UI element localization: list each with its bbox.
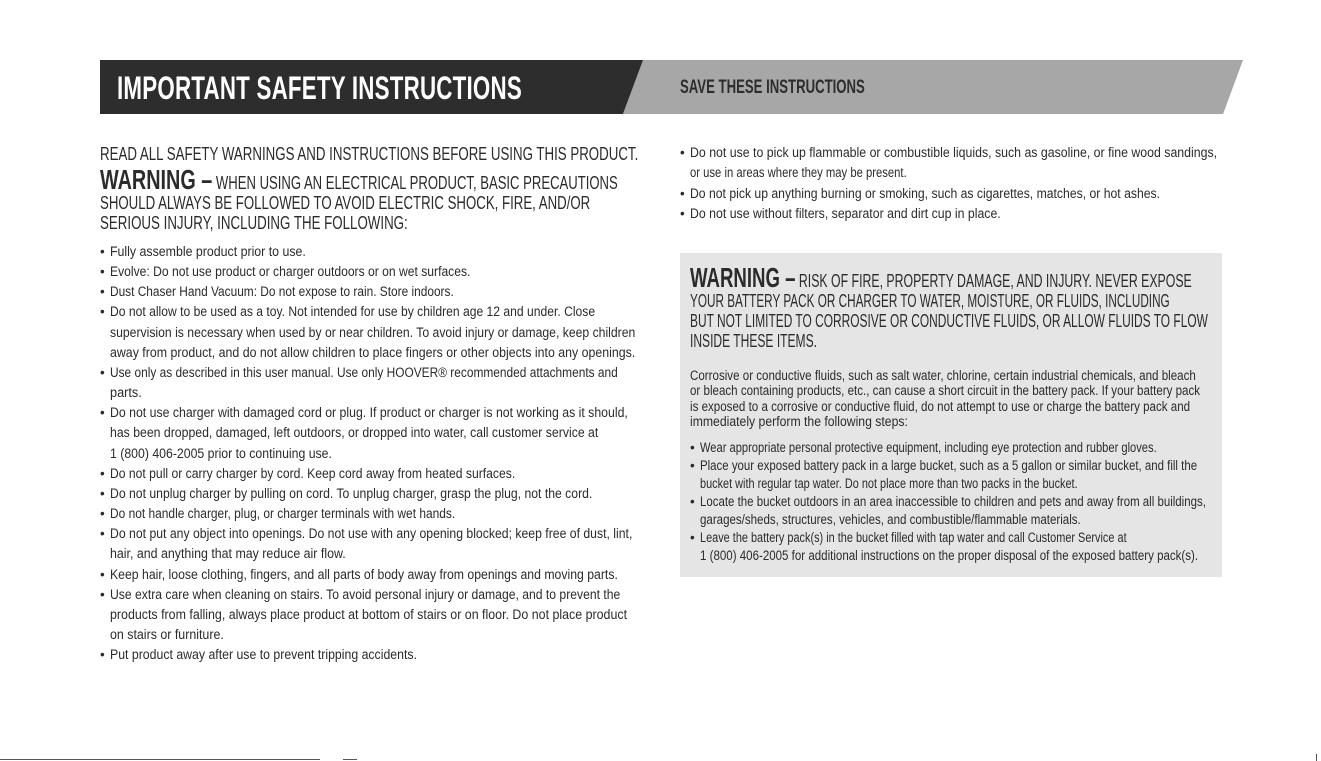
warning-line: BUT NOT LIMITED TO CORROSIVE OR CONDUCTIVE FLUIDS, OR ALLOW FLUIDS TO FLOW [690, 310, 1208, 331]
page-title: IMPORTANT SAFETY INSTRUCTIONS [117, 70, 522, 106]
battery-paragraph: Corrosive or conductive fluids, such as salt water, chlorine, certain industrial chemicals, and bleach or bleach containing products, etc., can cause a short circuit in the battery pack. If your battery pack is exposed to a corrosive or conductive fluid, do not attempt to use or charge the battery pack and immediately perform the following steps: [690, 368, 1201, 429]
list-item: • Locate the bucket outdoors in an area inaccessible to children and pets and away from all buildings, garages/sheds, structures, vehicles, and combustible/flammable materials. [690, 493, 1212, 529]
warning-word: WARNING – [100, 164, 213, 195]
lead-instruction: READ ALL SAFETY WARNINGS AND INSTRUCTIONS BEFORE USING THIS PRODUCT. [100, 143, 639, 164]
list-item: • Keep hair, loose clothing, fingers, and all parts of body away from openings and moving parts. [100, 565, 645, 585]
battery-warning [690, 262, 1212, 351]
list-item: • Wear appropriate personal protective equipment, including eye protection and rubber gloves. [690, 439, 1212, 457]
warning-line: YOUR BATTERY PACK OR CHARGER TO WATER, MOISTURE, OR FLUIDS, INCLUDING [690, 290, 1170, 311]
list-item: • Place your exposed battery pack in a large bucket, such as a 5 gallon or similar bucket, and fill the bucket with regular tap water. Do not place more than two packs in the bucket. [690, 457, 1212, 493]
electrical-warning [100, 164, 645, 233]
list-item: • Put product away after use to prevent tripping accidents. [100, 645, 645, 665]
warning-line: SERIOUS INJURY, INCLUDING THE FOLLOWING: [100, 212, 408, 233]
list-item: • Do not use to pick up flammable or combustible liquids, such as gasoline, or fine wood sandings, or use in areas where they may be present. [680, 143, 1220, 184]
list-item: • Do not use without filters, separator and dirt cup in place. [680, 204, 1220, 224]
warning-word: WARNING – [690, 262, 796, 293]
list-item: • Use extra care when cleaning on stairs. To avoid personal injury or damage, and to prevent the products from falling, always place product at bottom of stairs or on floor. Do not place product on stairs or furniture. [100, 585, 645, 645]
footer-tick [1316, 754, 1317, 761]
warning-line: SHOULD ALWAYS BE FOLLOWED TO AVOID ELECTRIC SHOCK, FIRE, AND/OR [100, 192, 591, 213]
list-item: • Do not allow to be used as a toy. Not intended for use by children age 12 and under. Close supervision is necessary when used by or near children. To avoid injury or damage, keep children away from product, and do not allow children to place fingers or other objects into any openings. [100, 302, 645, 362]
list-item: • Do not pick up anything burning or smoking, such as cigarettes, matches, or hot ashes. [680, 184, 1220, 204]
left-column [100, 144, 645, 665]
battery-steps-list [690, 439, 1212, 565]
list-item: • Leave the battery pack(s) in the bucket filled with tap water and call Customer Service at 1 (800) 406-2005 for additional instructions on the proper disposal of the exposed battery pack(s). [690, 529, 1212, 565]
warning-line: INSIDE THESE ITEMS. [690, 330, 817, 351]
footer-rule [0, 759, 320, 760]
warning-line: WARNING – WHEN USING AN ELECTRICAL PRODUCT, BASIC PRECAUTIONS [100, 164, 618, 195]
list-item: • Do not pull or carry charger by cord. Keep cord away from heated surfaces. [100, 464, 645, 484]
list-item: • Dust Chaser Hand Vacuum: Do not expose to rain. Store indoors. [100, 282, 645, 302]
page-subtitle: SAVE THESE INSTRUCTIONS [680, 77, 865, 98]
usage-bullet-list [680, 143, 1220, 224]
list-item: • Use only as described in this user manual. Use only HOOVER® recommended attachments and parts. [100, 363, 645, 403]
footer-mark [343, 759, 357, 760]
list-item: • Fully assemble product prior to use. [100, 242, 645, 262]
safety-bullet-list [100, 242, 645, 665]
list-item: • Do not use charger with damaged cord or plug. If product or charger is not working as it should, has been dropped, damaged, left outdoors, or dropped into water, call customer service at 1 (800) 406-2005 prior to continuing use. [100, 403, 645, 463]
warning-line: WARNING – RISK OF FIRE, PROPERTY DAMAGE, AND INJURY. NEVER EXPOSE [690, 262, 1192, 293]
battery-warning-box [680, 253, 1222, 577]
list-item: • Do not handle charger, plug, or charger terminals with wet hands. [100, 504, 645, 524]
list-item: • Do not unplug charger by pulling on cord. To unplug charger, grasp the plug, not the cord. [100, 484, 645, 504]
list-item: • Do not put any object into openings. Do not use with any opening blocked; keep free of dust, lint, hair, and anything that may reduce air flow. [100, 524, 645, 564]
list-item: • Evolve: Do not use product or charger outdoors or on wet surfaces. [100, 262, 645, 282]
